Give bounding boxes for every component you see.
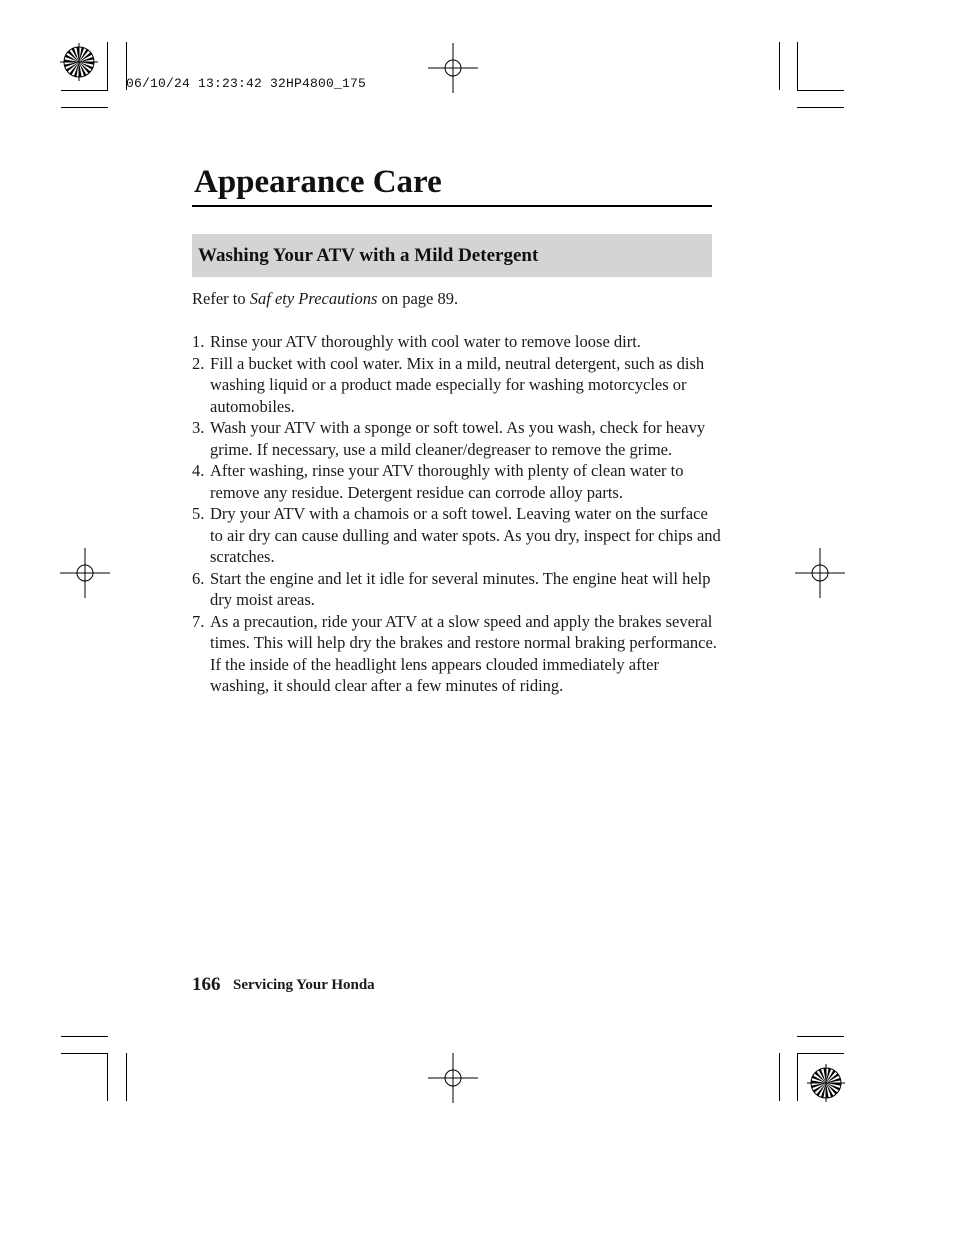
step-number: 7. (192, 611, 205, 631)
list-item (192, 611, 722, 697)
step-number: 6. (192, 568, 205, 588)
crop-mark (797, 90, 844, 91)
refer-prefix: Refer to (192, 289, 250, 308)
step-number: 4. (192, 461, 205, 480)
crop-mark (61, 1036, 108, 1037)
registration-crosshair-icon (428, 43, 478, 93)
crop-mark (797, 107, 844, 108)
crop-mark (797, 1053, 844, 1054)
step-number: 5. (192, 504, 205, 523)
page-title: Appearance Care (194, 164, 442, 200)
crop-mark (61, 107, 108, 108)
step-text: Start the engine and let it idle for several minutes. The engine heat will help dry moist areas. (210, 568, 711, 609)
registration-crosshair-icon (795, 548, 845, 598)
list-item (192, 460, 722, 503)
print-stamp: 06/10/24 13:23:42 32HP4800_175 (126, 76, 367, 91)
list-item (192, 417, 722, 460)
step-number: 3. (192, 418, 205, 437)
section-heading: Washing Your ATV with a Mild Detergent (198, 245, 539, 266)
step-text: As a precaution, ride your ATV at a slow speed and apply the brakes several times. This will help dry the brakes and restore normal braking performance. (210, 611, 717, 652)
list-item (192, 568, 722, 611)
crop-mark (61, 90, 108, 91)
safety-reference (192, 288, 712, 310)
page-number: 166 (192, 974, 221, 995)
registration-crosshair-icon (428, 1053, 478, 1103)
step-text: Dry your ATV with a chamois or a soft towel. Leaving water on the surface to air dry can cause dulling and water spots. As you dry, inspect for chips and scratches. (210, 504, 721, 566)
step-number: 2. (192, 353, 205, 373)
refer-suffix: on page 89. (377, 289, 459, 308)
list-item (192, 503, 722, 568)
crop-mark (797, 1036, 844, 1037)
registration-target-icon (809, 1066, 843, 1100)
step-note: If the inside of the headlight lens appears clouded immediately after washing, it should clear after a few minutes of riding. (210, 654, 660, 695)
registration-crosshair-icon (60, 548, 110, 598)
section-heading-bar (192, 234, 712, 277)
washing-steps-list (192, 331, 722, 697)
step-text: Fill a bucket with cool water. Mix in a mild, neutral detergent, such as dish washing liquid or a product made especially for washing motorcycles or automobiles. (210, 353, 705, 416)
step-text: After washing, rinse your ATV thoroughly with plenty of clean water to remove any residue. Detergent residue can corrode alloy parts. (210, 461, 684, 502)
crop-mark (779, 1053, 780, 1101)
safety-precautions-link[interactable]: Saf ety Precautions (249, 289, 378, 308)
title-divider (192, 205, 712, 207)
crop-mark (779, 42, 780, 90)
crop-mark (126, 1053, 127, 1101)
registration-target-icon (62, 45, 96, 79)
footer-section-name: Servicing Your Honda (233, 977, 375, 993)
crop-mark (107, 1053, 108, 1101)
crop-mark (107, 42, 108, 90)
step-text: Rinse your ATV thoroughly with cool water to remove loose dirt. (210, 332, 641, 351)
crop-mark (797, 42, 798, 90)
list-item (192, 331, 722, 353)
list-item (192, 353, 722, 418)
step-number: 1. (192, 332, 205, 351)
crop-mark (797, 1053, 798, 1101)
step-text: Wash your ATV with a sponge or soft towel. As you wash, check for heavy grime. If necessary, use a mild cleaner/degreaser to remove the grime. (210, 418, 706, 459)
crop-mark (61, 1053, 108, 1054)
